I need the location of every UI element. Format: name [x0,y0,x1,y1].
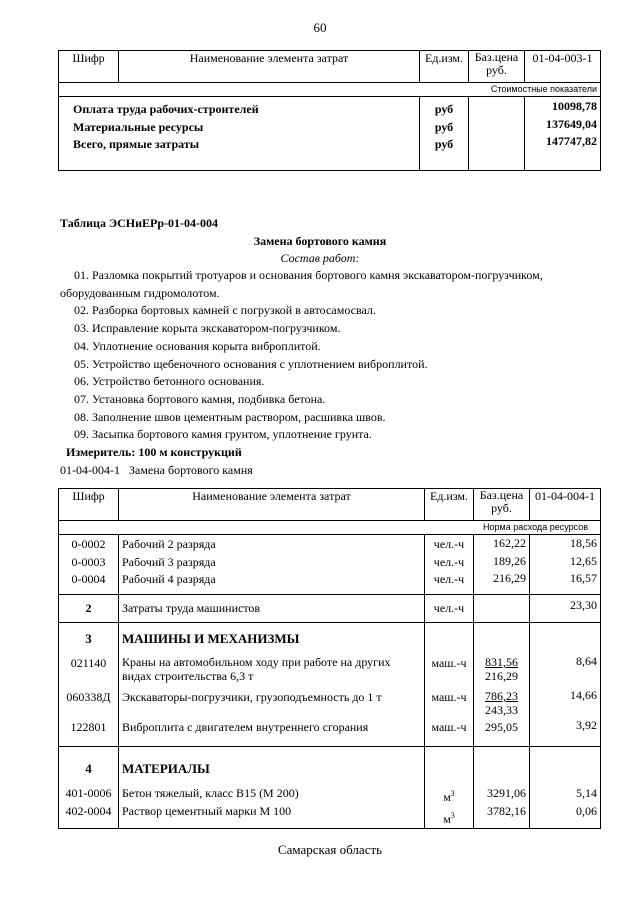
machine-value: 3,92 [576,718,597,732]
material-price: 3291,06 [487,786,526,800]
machine-price: 295,05 [485,720,518,734]
material-price: 3782,16 [487,803,526,818]
header-name: Наименование элемента затрат [119,51,420,83]
subheader: Норма расхода ресурсов [59,521,601,535]
row-value: 16,57 [570,571,597,586]
machine-price: 786,23 [485,689,518,703]
work-item: 01. Разломка покрытий тротуаров и основания бортового камня экскаватором-погрузчиком, [74,268,543,282]
row-value: 10098,78 [552,99,597,113]
machine-code: 060338Д [66,690,111,704]
works-title: Состав работ: [280,251,360,265]
row-code: 0-0003 [71,554,106,569]
material-unit: м [443,811,451,826]
machine-price: 831,56 [485,655,518,669]
header-code: Шифр [59,51,119,83]
works-list [60,267,600,444]
header-name: Наименование элемента затрат [119,489,425,521]
material-unit: м [443,790,451,804]
footer-region: Самарская область [277,842,383,857]
header-norm: 01-04-003-1 [525,51,601,83]
row-value: 137649,04 [546,116,597,131]
machine-name: Экскаваторы-погрузчики, грузоподъемность до 1 т [122,690,382,704]
page-number: 60 [313,20,327,35]
materials-section-code: 4 [85,761,92,776]
header-code: Шифр [59,489,119,521]
machinist-unit: чел.-ч [425,595,474,623]
row-unit: руб [434,102,454,116]
row-code: 0-0002 [71,537,106,551]
row-value: 18,56 [570,536,597,550]
header-unit: Ед.изм. [420,51,469,83]
header-price: Баз.цена руб. [469,51,525,83]
header-norm: 01-04-004-1 [530,489,601,521]
machine-name: Виброплита с двигателем внутреннего сгорания [122,720,369,734]
machines-section-code: 3 [85,631,92,646]
machine-name-cont: видах строительства 6,3 т [122,669,254,683]
material-value: 5,14 [576,786,597,800]
machine-unit: маш.-ч [431,656,467,670]
row-name: Оплата труда рабочих-строителей [73,102,259,116]
row-price: 216,29 [493,571,526,586]
machinist-code: 2 [59,595,119,623]
machinist-value: 23,30 [530,595,601,623]
row-name: Материальные ресурсы [73,119,204,134]
row-unit: чел.-ч [433,554,465,569]
row-unit: руб [434,137,454,152]
work-item: 02. Разборка бортовых камней с погрузкой в автосамосвал. [74,303,376,318]
work-item: 07. Установка бортового камня, подбивка бетона. [74,391,326,406]
work-item: 08. Заполнение швов цементным раствором, расшивка швов. [74,409,386,424]
item-line [60,463,253,478]
material-unit-sup: 3 [450,810,455,820]
work-item: 09. Засыпка бортового камня грунтом, уплотнение грунта. [74,427,372,442]
subheader: Стоимостные показатели [59,83,601,97]
row-price: 189,26 [493,553,526,568]
material-name: Раствор цементный марки М 100 [122,803,292,818]
material-name: Бетон тяжелый, класс В15 (М 200) [122,786,299,800]
machine-value: 8,64 [576,654,597,668]
material-code: 401-0006 [65,786,112,800]
work-item: 06. Устройство бетонного основания. [74,374,265,389]
machine-name: Краны на автомобильном ходу при работе на других [122,655,391,669]
work-item: 03. Исправление корыта экскаватором-погрузчиком. [74,321,341,336]
header-price: Баз.цена руб. [474,489,530,521]
work-item: 05. Устройство щебеночного основания с уплотнением виброплитой. [74,356,428,371]
material-value: 0,06 [576,803,597,818]
table-title: Таблица ЭСНиЕРр-01-04-004 [60,216,219,230]
resource-table-004 [58,488,601,829]
header-unit: Ед.изм. [425,489,474,521]
materials-section-name: МАТЕРИАЛЫ [122,761,210,776]
row-name: Рабочий 3 разряда [122,554,216,569]
row-unit: чел.-ч [433,572,465,587]
machine-price-alt: 216,29 [485,669,518,683]
machine-unit: маш.-ч [431,720,467,734]
row-price: 162,22 [493,536,526,550]
row-name: Рабочий 4 разряда [122,572,216,587]
machine-unit: маш.-ч [431,690,467,704]
item-name: Замена бортового камня [129,463,253,477]
item-code: 01-04-004-1 [60,463,120,477]
row-name: Всего, прямые затраты [73,137,200,152]
machine-price-alt: 243,33 [485,703,518,717]
work-item: 04. Уплотнение основания корыта виброплитой. [74,338,321,353]
machinist-name: Затраты труда машинистов [119,595,425,623]
work-item: оборудованным гидромолотом. [60,285,220,300]
machine-code: 122801 [70,720,107,734]
row-value: 12,65 [570,553,597,568]
row-unit: руб [434,119,454,134]
section-heading: Замена бортового камня [253,234,387,248]
material-unit-sup: 3 [450,789,455,798]
material-code: 402-0004 [65,803,112,818]
row-code: 0-0004 [71,572,106,587]
row-value: 147747,82 [546,134,597,149]
cost-table-003 [58,50,601,171]
machine-value: 14,66 [570,688,597,702]
row-unit: чел.-ч [433,537,465,551]
row-name: Рабочий 2 разряда [122,537,216,551]
machines-section-name: МАШИНЫ И МЕХАНИЗМЫ [122,631,300,646]
machine-code: 021140 [70,656,107,670]
measure: Измеритель: 100 м конструкций [66,445,242,459]
